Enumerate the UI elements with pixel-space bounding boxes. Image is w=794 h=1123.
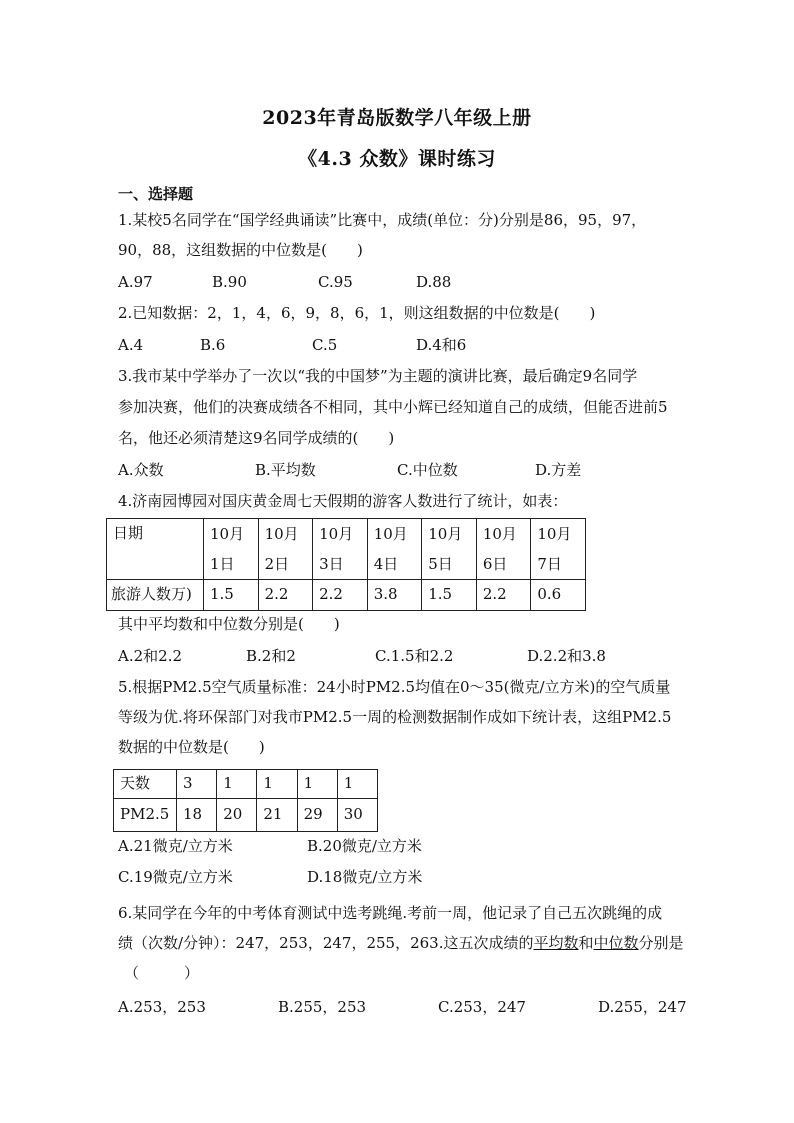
table-date-cell bbox=[204, 519, 259, 580]
date-day: 2日 bbox=[264, 555, 290, 573]
question-3-line-2: 参加决赛，他们的决赛成绩各不相同，其中小辉已经知道自己的成绩，但能否进前5 bbox=[118, 398, 668, 416]
table-value-cell: 1 bbox=[257, 770, 297, 799]
question-3-option-a: A.众数 bbox=[118, 461, 164, 479]
question-1-option-b: B.90 bbox=[212, 273, 247, 291]
table-row bbox=[107, 519, 586, 580]
date-month: 10月 bbox=[210, 525, 245, 543]
question-2-option-c: C.5 bbox=[312, 336, 338, 354]
section-heading: 一、选择题 bbox=[118, 185, 194, 203]
table-value-cell: 3 bbox=[177, 770, 217, 799]
question-6-option-b: B.255，253 bbox=[278, 998, 367, 1016]
underlined-term: 中位数 bbox=[593, 934, 639, 952]
date-day: 6日 bbox=[482, 555, 508, 573]
question-3-option-b: B.平均数 bbox=[255, 461, 316, 479]
table-row bbox=[107, 580, 586, 611]
question-2-option-b: B.6 bbox=[200, 336, 226, 354]
table-date-cell bbox=[422, 519, 477, 580]
table-value-cell: 2.2 bbox=[313, 580, 368, 611]
question-6-text: 和 bbox=[578, 934, 594, 952]
question-5-line-2: 等级为优.将环保部门对我市PM2.5一周的检测数据制作成如下统计表，这组PM2.5 bbox=[118, 708, 672, 726]
question-4-option-c: C.1.5和2.2 bbox=[375, 647, 454, 665]
question-5-line-1: 5.根据PM2.5空气质量标准：24小时PM2.5均值在0～35(微克/立方米)的空气质量 bbox=[118, 678, 671, 696]
table-date-cell bbox=[313, 519, 368, 580]
table-row-label: PM2.5 bbox=[114, 799, 177, 832]
table-date-cell bbox=[476, 519, 531, 580]
question-2-line-1: 2.已知数据：2，1，4，6，9，8，6，1，则这组数据的中位数是( ) bbox=[118, 304, 596, 322]
question-6-option-c: C.253，247 bbox=[438, 998, 526, 1016]
question-2-option-a: A.4 bbox=[118, 336, 144, 354]
question-3-line-1: 3.我市某中学举办了一次以“我的中国梦”为主题的演讲比赛，最后确定9名同学 bbox=[118, 367, 638, 385]
table-date-cell bbox=[367, 519, 422, 580]
table-value-cell: 1 bbox=[217, 770, 257, 799]
date-month: 10月 bbox=[428, 525, 463, 543]
date-day: 5日 bbox=[428, 555, 453, 573]
question-4-option-a: A.2和2.2 bbox=[118, 647, 182, 665]
question-5-option-b: B.20微克/立方米 bbox=[307, 837, 422, 855]
date-day: 1日 bbox=[210, 555, 235, 573]
table-header-cell: 日期 bbox=[107, 519, 204, 580]
table-value-cell: 1 bbox=[337, 770, 377, 799]
table-row bbox=[114, 770, 378, 799]
question-6-text: 分别是 bbox=[638, 934, 684, 952]
date-month: 10月 bbox=[319, 525, 354, 543]
table-value-cell: 0.6 bbox=[531, 580, 586, 611]
question-6-line-2 bbox=[118, 933, 684, 953]
date-day: 3日 bbox=[319, 555, 344, 573]
question-5-option-d: D.18微克/立方米 bbox=[307, 868, 423, 886]
date-month: 10月 bbox=[264, 525, 299, 543]
date-month: 10月 bbox=[373, 525, 408, 543]
pm25-table bbox=[113, 769, 378, 832]
question-1-option-d: D.88 bbox=[416, 273, 452, 291]
question-6-line-1: 6.某同学在今年的中考体育测试中选考跳绳.考前一周，他记录了自己五次跳绳的成 bbox=[118, 904, 663, 922]
question-6-line-3: （ ） bbox=[124, 964, 200, 982]
document-subtitle: 《4.3 众数》课时练习 bbox=[298, 148, 496, 170]
table-value-cell: 18 bbox=[177, 799, 217, 832]
table-value-cell: 30 bbox=[337, 799, 377, 832]
question-2-option-d: D.4和6 bbox=[416, 336, 467, 354]
table-value-cell: 21 bbox=[257, 799, 297, 832]
question-3-option-c: C.中位数 bbox=[397, 461, 458, 479]
question-4-line-1: 4.济南园博园对国庆黄金周七天假期的游客人数进行了统计，如表： bbox=[118, 492, 568, 510]
table-value-cell: 2.2 bbox=[258, 580, 313, 611]
table-row bbox=[114, 799, 378, 832]
question-5-line-3: 数据的中位数是( ) bbox=[118, 738, 265, 756]
question-4-line-2: 其中平均数和中位数分别是( ) bbox=[118, 615, 340, 633]
table-value-cell: 1.5 bbox=[422, 580, 477, 611]
question-6-text: 绩（次数/分钟）：247，253，247，255，263.这五次成绩的 bbox=[118, 934, 534, 952]
question-3-option-d: D.方差 bbox=[535, 461, 582, 479]
table-value-cell: 2.2 bbox=[476, 580, 531, 611]
table-value-cell: 29 bbox=[297, 799, 337, 832]
question-1-option-c: C.95 bbox=[318, 273, 353, 291]
question-1-line-2: 90，88，这组数据的中位数是( ) bbox=[118, 241, 363, 259]
visitor-table bbox=[106, 518, 586, 611]
date-day: 7日 bbox=[537, 555, 562, 573]
question-4-option-d: D.2.2和3.8 bbox=[527, 647, 606, 665]
date-day: 4日 bbox=[373, 555, 399, 573]
table-row-label: 天数 bbox=[114, 770, 177, 799]
question-5-option-a: A.21微克/立方米 bbox=[118, 837, 233, 855]
table-row-label: 旅游人数万) bbox=[107, 580, 204, 611]
table-value-cell: 1 bbox=[297, 770, 337, 799]
document-title: 2023年青岛版数学八年级上册 bbox=[262, 107, 532, 129]
question-1-line-1: 1.某校5名同学在“国学经典诵读”比赛中，成绩(单位：分)分别是86，95，97， bbox=[118, 211, 647, 229]
question-5-option-c: C.19微克/立方米 bbox=[118, 868, 233, 886]
question-4-option-b: B.2和2 bbox=[246, 647, 296, 665]
table-value-cell: 3.8 bbox=[367, 580, 422, 611]
table-date-cell bbox=[258, 519, 313, 580]
question-3-line-3: 名，他还必须清楚这9名同学成绩的( ) bbox=[118, 429, 395, 447]
table-value-cell: 20 bbox=[217, 799, 257, 832]
date-month: 10月 bbox=[537, 525, 572, 543]
question-6-option-d: D.255，247 bbox=[598, 998, 687, 1016]
question-1-option-a: A.97 bbox=[118, 273, 153, 291]
question-6-option-a: A.253，253 bbox=[118, 998, 206, 1016]
date-month: 10月 bbox=[482, 525, 517, 543]
table-date-cell bbox=[531, 519, 586, 580]
table-value-cell: 1.5 bbox=[204, 580, 259, 611]
underlined-term: 平均数 bbox=[533, 934, 579, 952]
